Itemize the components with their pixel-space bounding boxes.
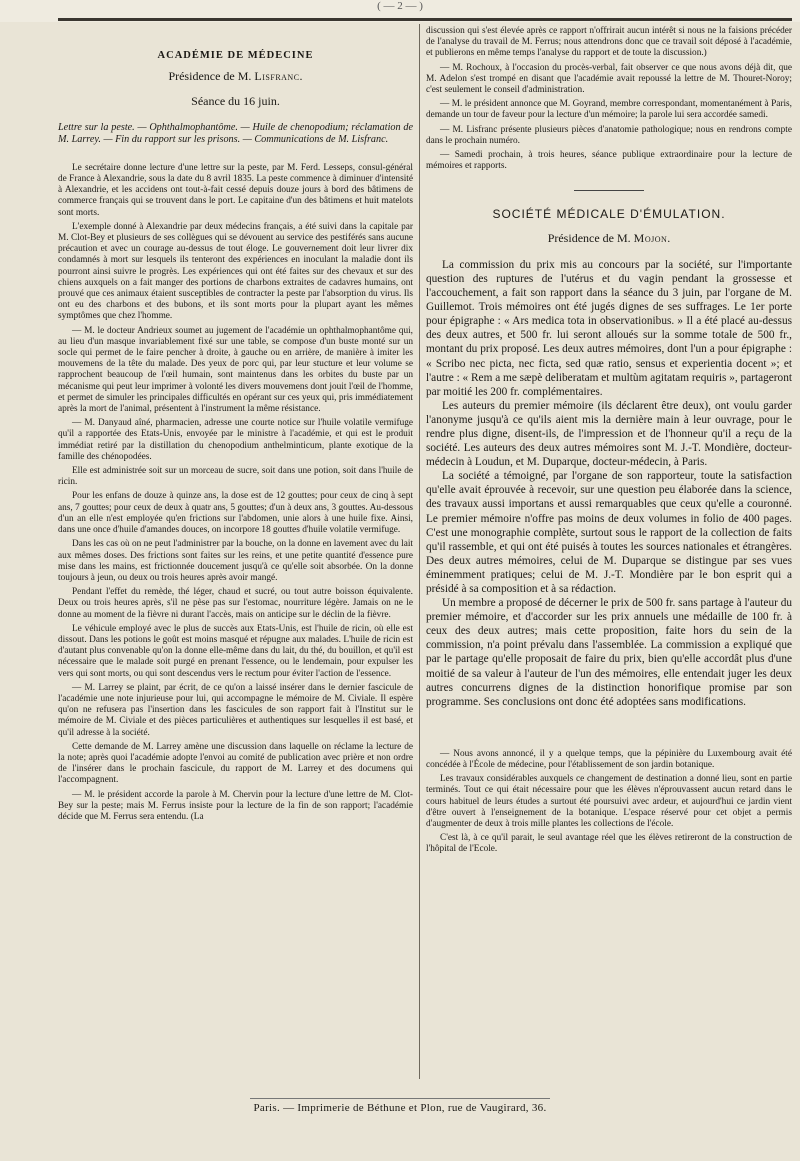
paragraph: — M. le président annonce que M. Goyrand, membre correspondant, momentanément à Paris, demande un tour de faveur pour la lecture d'un mémoire; la parole lui sera accordée samedi. [426, 99, 792, 121]
emulation-report [426, 258, 792, 709]
paragraph: — M. Danyaud aîné, pharmacien, adresse une courte notice sur l'huile volatile vermifuge qu'il a rapportée des Etats-Unis, envoyée par le ministre à l'académie, et qui est le produit immédiat retiré par la distillation du chenopodium anthelminticum, plante exotique de la famille des chénopodées. [58, 418, 413, 462]
paragraph: Elle est administrée soit sur un morceau de sucre, soit dans une potion, soit dans l'huile de ricin. [58, 466, 413, 488]
paragraph: L'exemple donné à Alexandrie par deux médecins français, a été suivi dans la capitale par M. Clot-Bey et plusieurs de ses collègues qui se dévouent au service des pestiférés sans aucune précaution et avec un courage au-dessus de tout éloge. Le gouvernement doit leur livrer dix condamnés à mort sur lesquels ils tenteront des expériences en inoculant la maladie dont ils pourront ainsi suivre le progrès. Les expériences qui ont été faites sur des chevaux et sur des chiens auxquels on a fait manger des portions de charbons extraites de cadavres humains, ont prouvé que ces animaux étaient susceptibles de contracter la peste par l'absorption du virus. Ils ont eu des charbons et des bubons, et ils sont morts pour la plupart ayant les mêmes symptômes que chez l'homme. [58, 221, 413, 322]
paragraph: La société a témoigné, par l'organe de son rapporteur, toute la satisfaction qu'elle avait éprouvée à recevoir, sur une question peu élaborée dans la science, des travaux aussi importans et aussi remarquables que ceux qu'elle a couronné. Le premier mémoire n'offre pas moins de deux volumes in folio de 400 pages. C'est une monographie complète, surtout sous le rapport de la collection de faits qu'il rassemble, et qui ont été puisés à toutes les sources nationales et étrangères. Des deux autres mémoires, celui de M. Duparque se distingue par ses vues éminemment pratiques; celui de M. J.-T. Mondière par le bon esprit qui a présidé à sa composition et à sa rédaction. [426, 470, 792, 595]
paragraph: — Nous avons annoncé, il y a quelque temps, que la pépinière du Luxembourg avait été concédée à l'École de médecine, pour l'établissement de son jardin botanique. [426, 748, 792, 771]
printer-imprint: Paris. — Imprimerie de Béthune et Plon, rue de Vaugirard, 36. [253, 1102, 547, 1114]
paragraph: — M. Rochoux, à l'occasion du procès-verbal, fait observer ce que nous avons déjà dit, que M. Adelon s'est trompé en disant que l'académie avait repoussé la lettre de M. Thouret-Noroy; c'est seulement le conseil d'administration. [426, 62, 792, 96]
paragraph: — M. Lisfranc présente plusieurs pièces d'anatomie pathologique; nous en rendrons compte dans le prochain numéro. [426, 124, 792, 146]
page-folio: ( — 2 — ) [377, 0, 423, 12]
paragraph: Cette demande de M. Larrey amène une discussion dans laquelle on réclame la lecture de la note; après quoi l'académie adopte l'envoi au comité de publication avec prière et non ordre de l'insérer dans le prochain fascicule, du rapport de M. Larrey et des documens qui l'accompagnent. [58, 741, 413, 786]
paragraph: — Samedi prochain, à trois heures, séance publique extraordinaire pour la lecture de mémoires et rapports. [426, 150, 792, 172]
session-summary: Lettre sur la peste. — Ophthalmophantôme. — Huile de chenopodium; réclamation de M. Larrey. — Fin du rapport sur les prisons. — Communications de M. Lisfranc. [58, 121, 413, 146]
paragraph: Le secrétaire donne lecture d'une lettre sur la peste, par M. Ferd. Lesseps, consul-général de France à Alexandrie, sous la date du 8 avril 1835. La peste commence à diminuer d'intensité à Alexandrie, et les accidens ont tout-à-fait cessé depuis douze jours à bord des bâtimens de commerce français qui se trouvent dans le port. Le capitaine d'un des bâtimens et huit matelots sont morts. [58, 162, 413, 218]
paragraph: Les auteurs du premier mémoire (ils déclarent être deux), ont voulu garder l'anonyme jusqu'à ce qu'ils aient mis la dernière main à leur ouvrage, pour le rendre plus digne, disent-ils, de l'impression et de l'honneur qu'il a reçu de la société. Les auteurs des deux autres mémoires sont M. J.-T. Mondière, docteur-médecin à Loudun, et M. Duparque, docteur-médecin, à Paris. [426, 399, 792, 469]
paragraph: Les travaux considérables auxquels ce changement de destination a donné lieu, sont en partie terminés. Tout ce qui était nécessaire pour que les élèves n'éprouvassent aucun retard dans le cours habituel de leurs études a surtout été poursuivi avec ardeur, et aujourd'hui ce jardin vient d'être ouvert à l'enseignement de la botanique. L'espace réservé pour cet objet a permis d'augmenter de deux à trois mille plantes les collections de l'école. [426, 774, 792, 830]
left-column [58, 26, 413, 823]
right-column [426, 26, 792, 856]
seance-date: Séance du 16 juin. [191, 94, 280, 109]
paragraph: — M. le président accorde la parole à M. Chervin pour la lecture d'une lettre de M. Clot-Bey sur la peste; mais M. Ferrus insiste pour la lecture de la fin de son rapport; l'académie décide que M. Ferrus sera entendu. (La [58, 789, 413, 822]
president-name: Mojon [633, 230, 668, 245]
emulation-presidence: Présidence de M. Mojon. [547, 230, 671, 245]
paragraph: C'est là, à ce qu'il parait, le seul avantage réel que les élèves retireront de la construction de l'hôpital de l'Ecole. [426, 833, 792, 855]
emulation-title: SOCIÉTÉ MÉDICALE D'ÉMULATION. [492, 207, 726, 222]
section-rule [574, 190, 644, 191]
president-name: Lisfranc [254, 69, 300, 84]
news-block [426, 749, 792, 856]
paragraph: La commission du prix mis au concours par la société, sur l'importante question des ruptures de l'utérus et du vagin pendant la grossesse et l'accouchement, a fait son rapport dans la séance du 3 juin, par l'organe de M. Guillemot. Trois mémoires ont été jugés dignes de ses suffrages. Le 1er porte pour épigraphe : « Ars medica tota in observationibus. » Il a été placé au-dessus des deux autres, et 500 fr. lui seront alloués sur la somme totale de 500 fr., montant du prix proposé. Les deux autres mémoires, dont l'un a pour épigraphe : « Scribo nec picta, nec ficta, sed quæ ratio, sensus et experientia docent »; et l'autre : « Rem a me sæpè deliberatam et multùm agitatam requiris », partageront par moitié les 200 fr. complémentaires. [426, 258, 792, 398]
paragraph: — M. le docteur Andrieux soumet au jugement de l'académie un ophthalmophantôme qui, au lieu d'un masque invariablement fixé sur une table, se compose d'un buste monté sur un socle qui permet de le faire pencher à droite, à gauche ou en arrière, de manière à imiter les mouvemens de la tête du malade. Des yeux de porc qui, par leur stucture et leur volume se rapprochent beaucoup de l'œil humain, sont maintenus dans les orbites du buste par un mécanisme qui peut leur imprimer à volonté les divers mouvemens dont jouit l'œil de l'homme, et permet de simuler les principales difficultés en opérant sur ces yeux qui, pris immédiatement après la mort de l'animal, présentent à l'instrument la même résistance. [58, 325, 413, 415]
paragraph: Dans les cas où on ne peut l'administrer par la bouche, on la donne en lavement avec du lait aux mêmes doses. Des frictions sont faites sur les reins, et une petite quantité d'essence pure mise dans les mains, est frictionnée doucement jusqu'à ce qu'elle soit absorbée. On la donne toujours à jeun, ou deux ou trois heures après avoir mangé. [58, 539, 413, 583]
column-divider [419, 24, 420, 1079]
paragraph: discussion qui s'est élevée après ce rapport n'offrirait aucun intérêt si nous ne la faisions précéder de l'analyse du travail de M. Ferrus; nous attendrons donc que ce travail soit déposé à l'académie, et publierons en même temps l'analyse du rapport et de toute la discussion.) [426, 26, 792, 59]
paragraph: Pendant l'effet du remède, thé léger, chaud et sucré, ou tout autre boisson équivalente. Deux ou trois heures après, s'il ne pèse pas sur l'estomac, nourriture légère. Jamais on ne le donne au moment de la fièvre ni durant l'accès, mais on anticipe sur le déclin de la fièvre. [58, 587, 413, 620]
paragraph: — M. Larrey se plaint, par écrit, de ce qu'on a laissé insérer dans le dernier fascicule de l'académie une note injurieuse pour lui, qui accompagne le mémoire de M. Civiale. Il espère qu'on ne refusera pas l'insertion dans les fascicules de son rapport fait à l'Institut sur le mémoire de M. Civiale et des pièces particulières et authentiques sur lesquelles il est basé, et qu'il adresse à la société. [58, 682, 413, 738]
paragraph: Le véhicule employé avec le plus de succès aux Etats-Unis, est l'huile de ricin, où elle est dissout. Dans les potions le goût est moins masqué et répugne aux malades. L'huile de ricin est d'autant plus convenable qu'on la donne elle-même dans du lait, du thé, du bouillon, et qu'il est nécessaire que le malade soit purgé en prenant l'essence, ou le lendemain, pour expulser les vers qui sont morts, ou qui sont descendus vers le rectum pour éviter l'action de l'essence. [58, 623, 413, 679]
paragraph: Un membre a proposé de décerner le prix de 500 fr. sans partage à l'auteur du premier mémoire, et d'accorder sur les prix annuels une médaille de 100 fr. à ceux des deux autres; mais cette proposition, faite hors du sein de la commission, n'a point prévalu dans l'assemblée. La commission a expliqué que par le partage qu'elle proposait de faire du prix, bien qu'elle accordât plus d'une moitié de sa valeur à l'auteur de l'un des mémoires, elle entendait juger les deux autres concurrens dignes de la distinction honorifique promise par son programme. Ses conclusions ont donc été adoptées sans modifications. [426, 597, 792, 708]
presidence-label: Présidence de M. [547, 230, 631, 245]
footer-rule [250, 1098, 550, 1099]
academie-title: ACADÉMIE DE MÉDECINE [157, 50, 314, 61]
presidence-label: Présidence de M. [168, 69, 252, 84]
academie-presidence: Présidence de M. Lisfranc. [168, 69, 303, 84]
paragraph: Pour les enfans de douze à quinze ans, la dose est de 12 gouttes; pour ceux de cinq à sept ans, 7 gouttes; pour ceux de deux à quatr ans, 5 gouttes; d'un à deux ans, 3 gouttes. Au-dessous d'un an elle n'est employée qu'en frictions sur l'abdomen, unie alors à une huile fixe. Ainsi, dans une once d'huile d'amandes douces, on incorpore 18 gouttes d'huile volatile vermifuge. [58, 491, 413, 536]
top-rule [58, 18, 792, 21]
